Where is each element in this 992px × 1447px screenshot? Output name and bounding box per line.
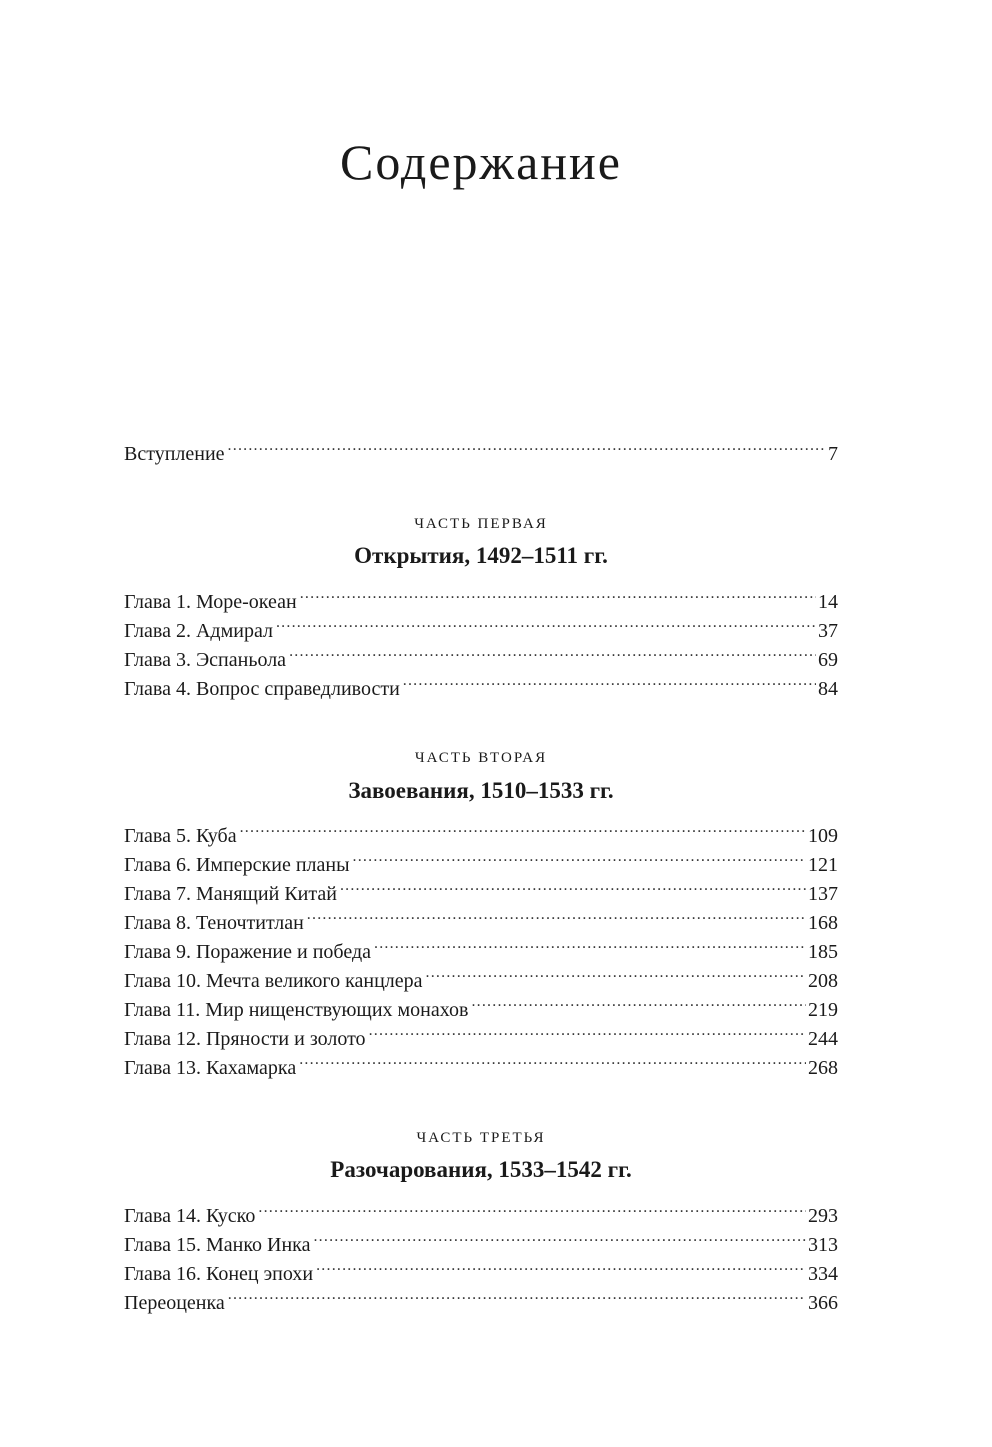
dot-leader (374, 930, 806, 958)
toc-entry-label: Глава 14. Куско (124, 1205, 256, 1227)
toc-entry-label: Глава 13. Кахамарка (124, 1057, 297, 1079)
dot-leader (228, 432, 826, 460)
toc-entry-page: 168 (808, 912, 838, 934)
toc-entry-page: 366 (808, 1292, 838, 1314)
dot-leader (369, 1017, 806, 1045)
toc-entry-intro[interactable] (124, 432, 838, 465)
dot-leader (353, 843, 806, 871)
toc-entry-label: Вступление (124, 443, 225, 465)
toc-entry[interactable] (124, 814, 838, 847)
toc-entry-page: 69 (818, 649, 838, 671)
toc-entry[interactable] (124, 1252, 838, 1285)
toc-entry-page: 14 (818, 591, 838, 613)
toc-entry-page: 219 (808, 999, 838, 1021)
part-label: ЧАСТЬ ТРЕТЬЯ (416, 1130, 546, 1146)
part-title: Открытия, 1492–1511 гг. (354, 543, 608, 568)
toc-entry[interactable] (124, 580, 838, 613)
toc-entry-label: Глава 16. Конец эпохи (124, 1263, 314, 1285)
toc-entry[interactable] (124, 988, 838, 1021)
toc-entry-page: 313 (808, 1234, 838, 1256)
toc-entry-label: Глава 1. Море-океан (124, 591, 297, 613)
toc-entry[interactable] (124, 872, 838, 905)
toc-entry-label: Глава 2. Адмирал (124, 620, 273, 642)
toc-entry-page: 208 (808, 970, 838, 992)
toc-entry[interactable] (124, 930, 838, 963)
toc-entry-label: Переоценка (124, 1292, 225, 1314)
part-label: ЧАСТЬ ПЕРВАЯ (414, 516, 548, 532)
dot-leader (403, 667, 816, 695)
toc-entry-label: Глава 10. Мечта великого канцлера (124, 970, 423, 992)
toc-entry[interactable] (124, 1017, 838, 1050)
toc-entry-label: Глава 12. Пряности и золото (124, 1028, 366, 1050)
toc-entry-page: 185 (808, 941, 838, 963)
toc-entry-page: 109 (808, 825, 838, 847)
part-title: Разочарования, 1533–1542 гг. (330, 1157, 632, 1182)
toc-entry-label: Глава 8. Теночтитлан (124, 912, 304, 934)
toc-entry[interactable] (124, 843, 838, 876)
toc-entry-page: 244 (808, 1028, 838, 1050)
dot-leader (316, 1252, 806, 1280)
toc-entry[interactable] (124, 1223, 838, 1256)
toc-entry-page: 7 (828, 443, 838, 465)
dot-leader (276, 609, 816, 637)
dot-leader (289, 638, 816, 666)
dot-leader (240, 814, 806, 842)
toc-entry[interactable] (124, 1194, 838, 1227)
toc-entry-label: Глава 4. Вопрос справедливости (124, 678, 400, 700)
toc-entry-label: Глава 5. Куба (124, 825, 237, 847)
part-title: Завоевания, 1510–1533 гг. (348, 778, 614, 803)
toc-entry-label: Глава 9. Поражение и победа (124, 941, 371, 963)
toc-entry-page: 37 (818, 620, 838, 642)
toc-entry-label: Глава 11. Мир нищенствующих монахов (124, 999, 469, 1021)
dot-leader (426, 959, 806, 987)
toc-entry-label: Глава 15. Манко Инка (124, 1234, 311, 1256)
dot-leader (340, 872, 806, 900)
page-title: Содержание (340, 134, 622, 190)
dot-leader (471, 988, 806, 1016)
toc-entry[interactable] (124, 638, 838, 671)
toc-entry-label: Глава 3. Эспаньола (124, 649, 287, 671)
toc-entry[interactable] (124, 609, 838, 642)
toc-entry[interactable] (124, 959, 838, 992)
toc-entry[interactable] (124, 1046, 838, 1079)
toc-entry-page: 121 (808, 854, 838, 876)
toc-entry[interactable] (124, 1281, 838, 1314)
dot-leader (228, 1281, 806, 1309)
dot-leader (307, 901, 806, 929)
dot-leader (258, 1194, 806, 1222)
toc-entry-page: 137 (808, 883, 838, 905)
dot-leader (313, 1223, 806, 1251)
dot-leader (299, 1046, 806, 1074)
toc-entry-label: Глава 6. Имперские планы (124, 854, 350, 876)
toc-entry-page: 268 (808, 1057, 838, 1079)
toc-entry-page: 334 (808, 1263, 838, 1285)
toc-entry-page: 293 (808, 1205, 838, 1227)
toc-entry[interactable] (124, 667, 838, 700)
toc-entry-label: Глава 7. Манящий Китай (124, 883, 337, 905)
part-label: ЧАСТЬ ВТОРАЯ (414, 750, 548, 766)
toc-entry-page: 84 (818, 678, 838, 700)
toc-entry[interactable] (124, 901, 838, 934)
dot-leader (300, 580, 816, 608)
